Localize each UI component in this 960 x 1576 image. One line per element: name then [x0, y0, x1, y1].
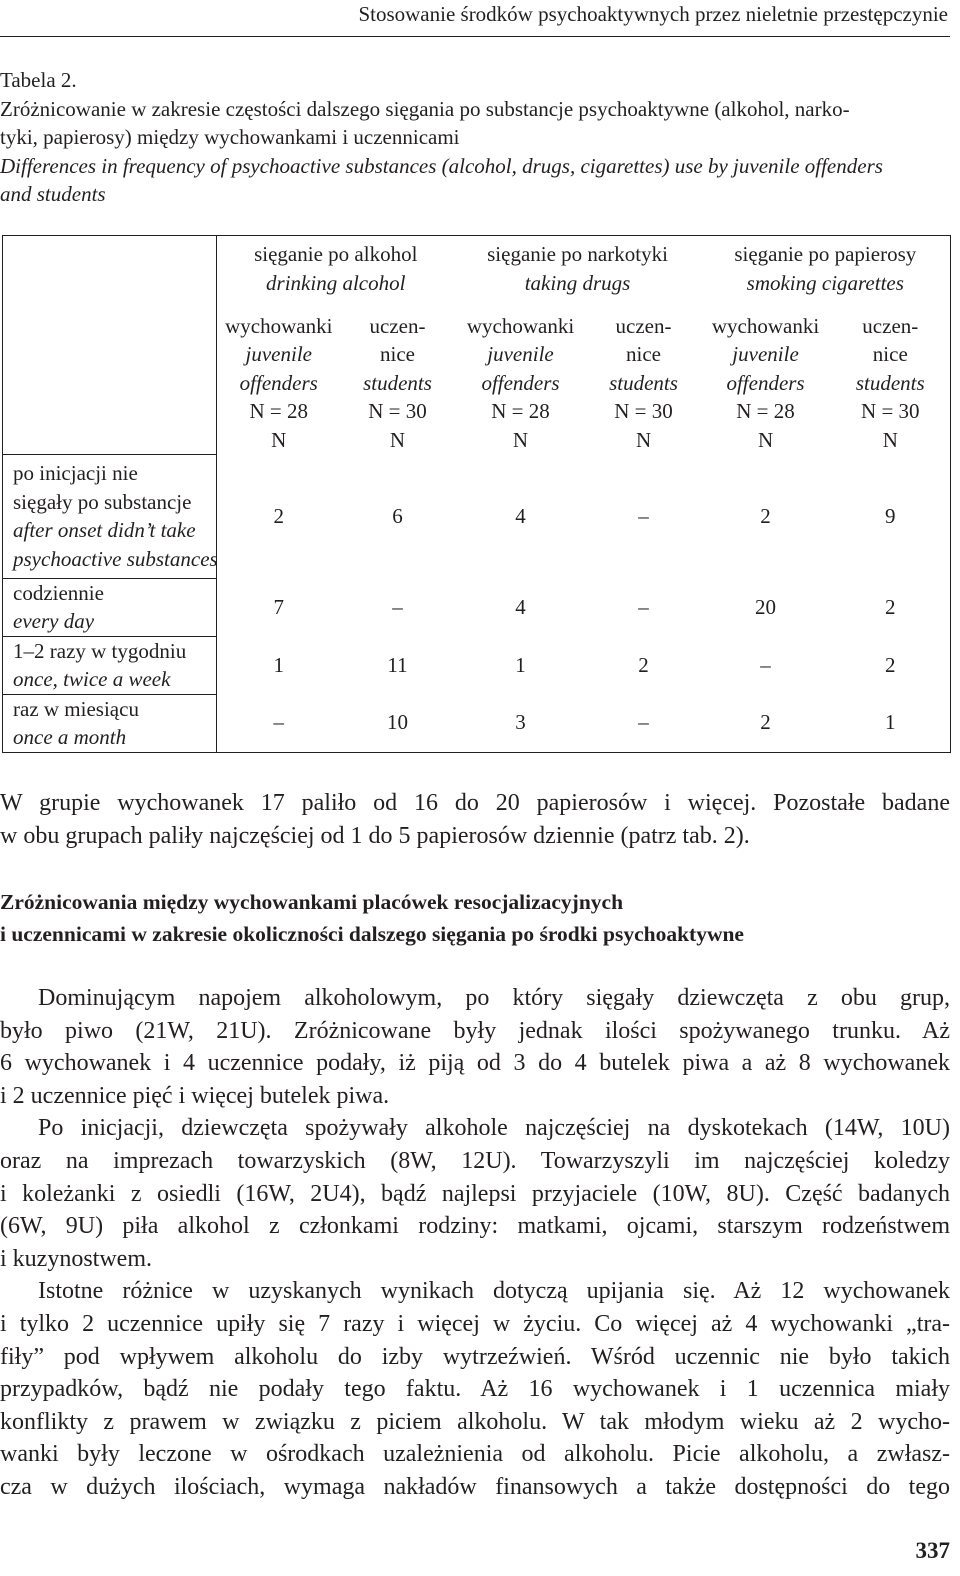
table-cell: – — [760, 652, 771, 677]
body-line: Po inicjacji, dziewczęta spożywały alkohole najczęściej na dyskotekach (14W, 10U) — [38, 1115, 950, 1142]
group-header-drugs: sięganie po narkotyki taking drugs — [455, 236, 701, 304]
data-table — [2, 235, 951, 753]
group-header-cigarettes: sięganie po papierosy smoking cigarettes — [701, 236, 951, 304]
subheader-juvenile-offenders: wychowanki juvenile offenders N = 28 N — [711, 313, 820, 452]
table-cell: 6 — [392, 503, 403, 528]
table-cell: 2 — [831, 636, 951, 694]
table-cell: 11 — [387, 652, 408, 677]
table-group-header-row — [3, 236, 951, 304]
table-corner-cell — [3, 236, 217, 455]
table-cell: 20 — [755, 594, 777, 619]
body-text — [0, 982, 950, 1504]
body-line: i 2 uczennice pięć i więcej butelek piwa. — [0, 1082, 390, 1109]
table-cell: 9 — [831, 454, 951, 578]
data-table-wrapper — [2, 235, 950, 749]
table-cell: 1 — [273, 652, 284, 677]
table-cell: – — [638, 594, 649, 619]
body-line: wanki były leczone w ośrodkach uzależnienia od alkoholu. Picie alkoholu, a zwłasz- — [0, 1441, 950, 1468]
table-cell: – — [587, 694, 701, 752]
table-row — [3, 694, 951, 752]
body-line: przypadków, bądź nie podały tego faktu. Aż 16 wychowanek i 1 uczennica miały — [0, 1376, 950, 1403]
table-title-en-line: Differences in frequency of psychoactive substances (alcohol, drugs, cigarettes) use by juvenile offenders — [0, 153, 883, 178]
body-line: fiły” pod wpływem alkoholu do izby wytrzeźwień. Wśród uczennic nie było takich — [0, 1343, 950, 1370]
table-cell: 3 — [455, 694, 587, 752]
body-line: konflikty z prawem w związku z piciem alkoholu. W tak młodym wieku aż 2 wycho- — [0, 1408, 950, 1435]
table-cell: 2 — [273, 503, 284, 528]
body-line: 6 wychowanek i 4 uczennice podały, iż piją od 3 do 4 butelek piwa a aż 8 wychowanek — [0, 1050, 950, 1077]
row-label: raz w miesiącu once a month — [3, 694, 217, 752]
note-line: w obu grupach paliły najczęściej od 1 do 5 papierosów dziennie (patrz tab. 2). — [0, 822, 750, 849]
table-label: Tabela 2. — [0, 68, 77, 92]
row-label: 1–2 razy w tygodniu once, twice a week — [3, 636, 217, 694]
table-cell: – — [638, 503, 649, 528]
table-row — [3, 636, 951, 694]
running-header — [0, 0, 950, 37]
group-header-alcohol: sięganie po alkohol drinking alcohol — [217, 236, 455, 304]
table-cell: 2 — [701, 694, 831, 752]
section-heading — [0, 886, 950, 950]
table-cell: 4 — [515, 503, 526, 528]
body-line: i koleżanki z osiedli (16W, 2U4), bądź najlepsi przyjaciele (10W, 8U). Część badanych — [0, 1180, 950, 1207]
body-line: i kuzynostwem. — [0, 1245, 152, 1272]
table-cell: 2 — [831, 578, 951, 636]
table-cell: 1 — [515, 652, 526, 677]
body-line: i tylko 2 uczennice upiły się 7 razy i więcej w życiu. Co więcej aż 4 wychowanki „tra- — [0, 1310, 950, 1337]
body-line: (6W, 9U) piła alkohol z członkami rodziny: matkami, ojcami, starszym rodzeństwem — [0, 1213, 950, 1240]
table-title-pl-line: Zróżnicowanie w zakresie częstości dalszego sięgania po substancje psychoaktywne (alkohol, narko- — [0, 96, 850, 121]
table-cell: 10 — [341, 694, 455, 752]
table-cell: 7 — [273, 594, 284, 619]
body-line: Istotne różnice w uzyskanych wynikach dotyczą upijania się. Aż 12 wychowanek — [38, 1278, 950, 1305]
subheader-students: uczen- nice students N = 30 N — [363, 313, 432, 452]
subheader-students: uczen- nice students N = 30 N — [831, 304, 951, 455]
page-number: 337 — [915, 1538, 950, 1563]
table-cell: – — [392, 594, 403, 619]
running-header-title: Stosowanie środków psychoaktywnych przez nieletnie przestępczynie — [358, 2, 948, 26]
body-line: było piwo (21W, 21U). Zróżnicowane były jednak ilości spożywanego trunku. Aż — [0, 1017, 950, 1044]
subheader-students: uczen- nice students N = 30 N — [609, 313, 678, 452]
table-title-en-line: and students — [0, 182, 106, 206]
table-cell: 2 — [638, 652, 649, 677]
row-label: codziennie every day — [3, 578, 217, 636]
table-cell: 1 — [831, 694, 951, 752]
subheader-juvenile-offenders: wychowanki juvenile offenders N = 28 N — [466, 313, 575, 452]
subheader-juvenile-offenders: wychowanki juvenile offenders N = 28 N — [225, 313, 333, 452]
table-cell: 4 — [515, 594, 526, 619]
note-line: W grupie wychowanek 17 paliło od 16 do 20 papierosów i więcej. Pozostałe badane — [0, 790, 950, 816]
table-cell: 2 — [760, 503, 771, 528]
table-note — [0, 787, 950, 852]
row-label: po inicjacji nie sięgały po substancje after onset didn’t take psychoactive substances — [3, 454, 217, 578]
table-row — [3, 578, 951, 636]
body-line: oraz na imprezach towarzyskich (8W, 12U). Towarzyszyli im najczęściej koledzy — [0, 1147, 950, 1174]
section-heading-line-2: i uczennicami w zakresie okoliczności dalszego sięgania po środki psychoaktywne — [0, 922, 744, 946]
body-line: cza w dużych ilościach, wymaga nakładów finansowych a także dostępności do tego — [0, 1473, 950, 1500]
section-heading-line-1: Zróżnicowania między wychowankami placówek resocjalizacyjnych — [0, 890, 624, 914]
table-cell: – — [217, 694, 341, 752]
body-line: Dominującym napojem alkoholowym, po który sięgały dziewczęta z obu grup, — [38, 985, 950, 1011]
table-caption — [0, 66, 950, 209]
table-row — [3, 454, 951, 578]
table-title-pl-line: tyki, papierosy) między wychowankami i uczennicami — [0, 125, 460, 149]
